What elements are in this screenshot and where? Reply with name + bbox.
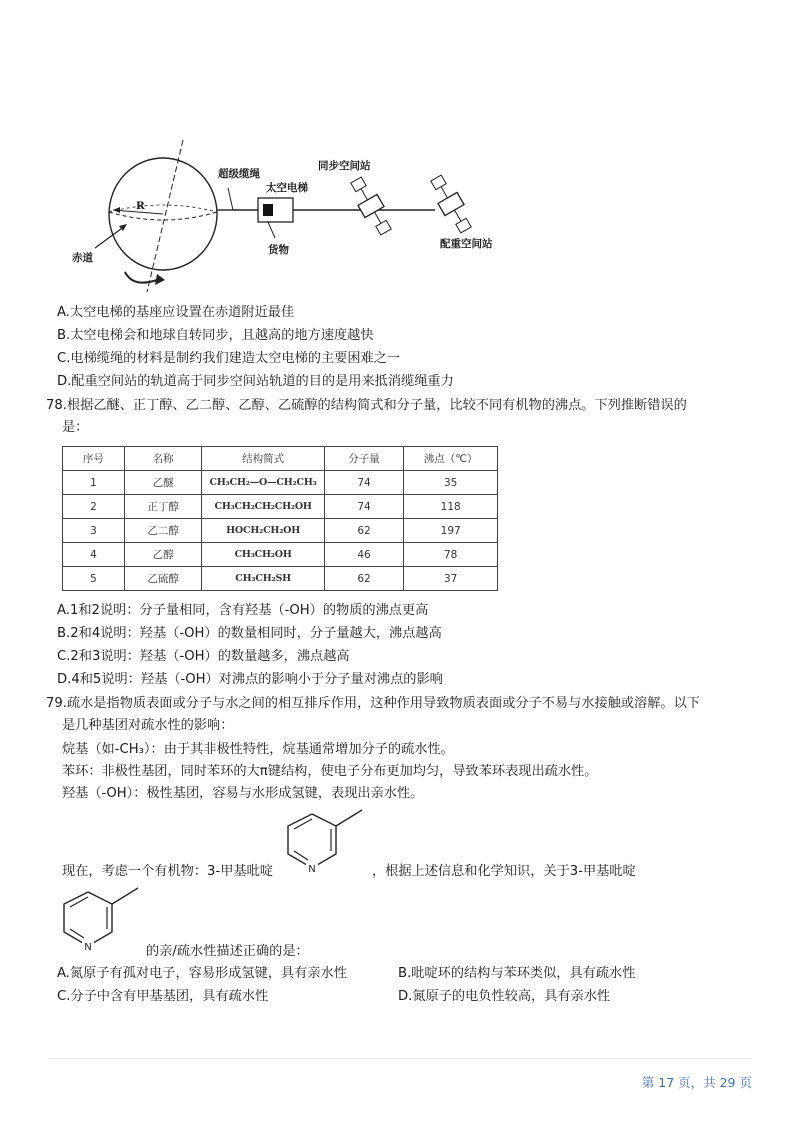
cell-mass: 62 bbox=[324, 567, 404, 591]
col-name-header: 名称 bbox=[124, 447, 202, 471]
q79-after-text: ，根据上述信息和化学知识，关于3-甲基吡啶 bbox=[372, 864, 636, 879]
col-index-header: 序号 bbox=[63, 447, 125, 471]
methylpyridine-structure bbox=[282, 806, 372, 882]
q79-stem: 79.疏水是指物质表面或分子与水之间的相互排斥作用，这种作用导致物质表面或分子不易与水接触或溶解。以下 bbox=[46, 696, 700, 711]
q78-option-a: A.1和2说明：分子量相同，含有羟基（-OH）的物质的沸点更高 bbox=[57, 603, 429, 618]
q78-stem-cont: 是： bbox=[62, 420, 89, 435]
cell-bp: 35 bbox=[404, 471, 498, 495]
cell-index: 2 bbox=[63, 495, 125, 519]
space-elevator-diagram bbox=[95, 140, 515, 300]
col-mass-header: 分子量 bbox=[324, 447, 404, 471]
q78-table bbox=[62, 446, 498, 591]
label-elevator: 太空电梯 bbox=[266, 182, 308, 194]
q79-now-text: 现在，考虑一个有机物：3-甲基吡啶 bbox=[62, 864, 273, 879]
q79-tail-text: 的亲/疏水性描述正确的是： bbox=[146, 944, 309, 959]
cell-formula: CH₃CH₂OH bbox=[202, 543, 324, 567]
table-row bbox=[63, 543, 498, 567]
cell-index: 5 bbox=[63, 567, 125, 591]
label-cable: 超级缆绳 bbox=[218, 168, 260, 180]
q79-stem-cont: 是几种基团对疏水性的影响： bbox=[62, 718, 234, 733]
cell-formula: HOCH₂CH₂OH bbox=[202, 519, 324, 543]
q78-option-c: C.2和3说明：羟基（-OH）的数量越多，沸点越高 bbox=[57, 649, 350, 664]
table-header-row bbox=[63, 447, 498, 471]
table-row bbox=[63, 471, 498, 495]
cell-bp: 37 bbox=[404, 567, 498, 591]
cell-index: 1 bbox=[63, 471, 125, 495]
q77-option-c: C.电梯缆绳的材料是制约我们建造太空电梯的主要困难之一 bbox=[57, 351, 401, 366]
cell-bp: 197 bbox=[404, 519, 498, 543]
label-cargo: 货物 bbox=[268, 244, 289, 256]
cell-name: 正丁醇 bbox=[124, 495, 202, 519]
col-formula-header: 结构简式 bbox=[202, 447, 324, 471]
methylpyridine-structure bbox=[58, 884, 148, 960]
q79-option-a: A.氮原子有孤对电子，容易形成氢键，具有亲水性 bbox=[57, 966, 347, 981]
q79-benzene: 苯环：非极性基团，同时苯环的大π键结构，使电子分布更加均匀，导致苯环表现出疏水性。 bbox=[62, 764, 598, 779]
nitrogen-label: N bbox=[84, 942, 92, 953]
footer-divider bbox=[48, 1058, 752, 1059]
q79-option-d: D.氮原子的电负性较高，具有亲水性 bbox=[398, 989, 611, 1004]
cell-index: 3 bbox=[63, 519, 125, 543]
counterweight-station-icon bbox=[426, 173, 475, 236]
cell-bp: 78 bbox=[404, 543, 498, 567]
sync-station-icon bbox=[346, 175, 395, 238]
cell-name: 乙硫醇 bbox=[124, 567, 202, 591]
cell-bp: 118 bbox=[404, 495, 498, 519]
q78-option-d: D.4和5说明：羟基（-OH）对沸点的影响小于分子量对沸点的影响 bbox=[57, 672, 443, 687]
q78-option-b: B.2和4说明：羟基（-OH）的数量相同时，分子量越大，沸点越高 bbox=[57, 626, 442, 641]
cell-index: 4 bbox=[63, 543, 125, 567]
q79-option-b: B.吡啶环的结构与苯环类似，具有疏水性 bbox=[398, 966, 636, 981]
cell-mass: 74 bbox=[324, 495, 404, 519]
cell-mass: 62 bbox=[324, 519, 404, 543]
q77-option-b: B.太空电梯会和地球自转同步，且越高的地方速度越快 bbox=[57, 328, 374, 343]
q77-option-d: D.配重空间站的轨道高于同步空间站轨道的目的是用来抵消缆绳重力 bbox=[57, 374, 454, 389]
page-number: 第 17 页，共 29 页 bbox=[641, 1075, 752, 1090]
cell-formula: CH₃CH₂SH bbox=[202, 567, 324, 591]
cell-formula: CH₃CH₂CH₂CH₂OH bbox=[202, 495, 324, 519]
col-bp-header: 沸点（℃） bbox=[404, 447, 498, 471]
label-equator: 赤道 bbox=[72, 252, 93, 264]
q79-alkyl: 烷基（如-CH₃）：由于其非极性特性，烷基通常增加分子的疏水性。 bbox=[62, 742, 454, 757]
table-row bbox=[63, 495, 498, 519]
q79-option-c: C.分子中含有甲基基团，具有疏水性 bbox=[57, 989, 269, 1004]
cell-mass: 74 bbox=[324, 471, 404, 495]
nitrogen-label: N bbox=[308, 864, 316, 875]
cell-name: 乙醚 bbox=[124, 471, 202, 495]
table-row bbox=[63, 567, 498, 591]
q78-stem: 78.根据乙醚、正丁醇、乙二醇、乙醇、乙硫醇的结构简式和分子量，比较不同有机物的沸点。下列推断错误的 bbox=[46, 398, 687, 413]
cell-name: 乙醇 bbox=[124, 543, 202, 567]
cell-name: 乙二醇 bbox=[124, 519, 202, 543]
cell-mass: 46 bbox=[324, 543, 404, 567]
label-counterweight: 配重空间站 bbox=[440, 238, 493, 250]
q79-hydroxyl: 羟基（-OH）：极性基团，容易与水形成氢键，表现出亲水性。 bbox=[62, 786, 424, 801]
table-row bbox=[63, 519, 498, 543]
cargo-block bbox=[263, 204, 273, 216]
q77-option-a: A.太空电梯的基座应设置在赤道附近最佳 bbox=[57, 305, 295, 320]
label-sync-station: 同步空间站 bbox=[318, 160, 371, 172]
cell-formula: CH₃CH₂—O—CH₂CH₃ bbox=[202, 471, 324, 495]
label-radius: R bbox=[136, 200, 145, 212]
